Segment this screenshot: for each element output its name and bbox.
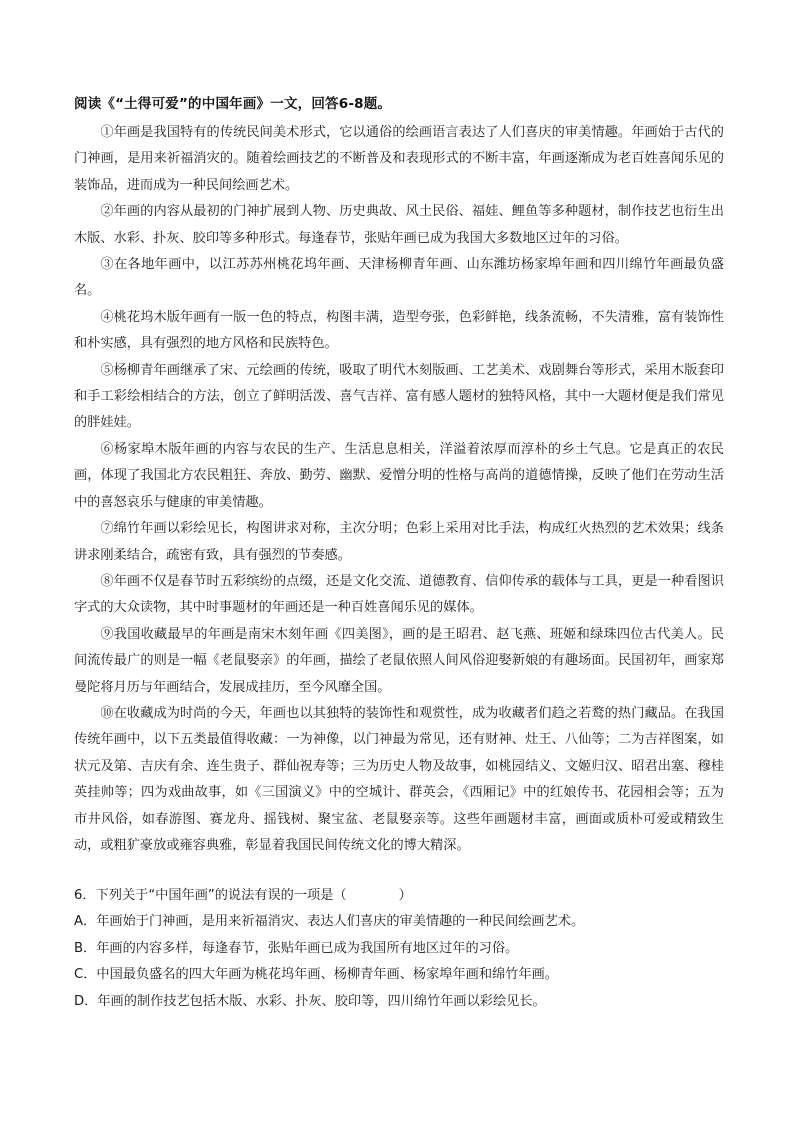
reading-heading: 阅读《“土得可爱”的中国年画》一文，回答6-8题。	[74, 96, 392, 112]
paragraph-7: ⑦绵竹年画以彩绘见长，构图讲求对称，主次分明；色彩上采用对比手法，构成红火热烈的艺术效果；线条讲求刚柔结合，疏密有致，具有强烈的节奏感。	[74, 521, 724, 563]
option-d[interactable]: D．年画的制作技艺包括木版、水彩、扑灰、胶印等，四川绵竹年画以彩绘见长。	[74, 993, 546, 1009]
option-b[interactable]: B．年画的内容多样，每逢春节，张贴年画已成为我国所有地区过年的习俗。	[74, 940, 519, 956]
paragraph-9: ⑨我国收藏最早的年画是南宋木刻年画《四美图》，画的是王昭君、赵飞燕、班姬和绿珠四位古代美人。民间流传最广的则是一幅《老鼠娶亲》的年画，描绘了老鼠依照人间风俗迎娶新娘的有趣场面。民国初年，画家郑曼陀将月历与年画结合，发展成挂历，至今风靡全国。	[74, 626, 724, 695]
option-a[interactable]: A．年画始于门神画，是用来祈福消灾、表达人们喜庆的审美情趣的一种民间绘画艺术。	[74, 914, 585, 930]
question-stem-close: ）	[398, 888, 412, 903]
question-stem-text: 6．下列关于“中国年画”的说法有误的一项是（	[74, 888, 347, 903]
paragraph-5: ⑤杨柳青年画继承了宋、元绘画的传统，吸取了明代木刻版画、工艺美术、戏剧舞台等形式，采用木版套印和手工彩绘相结合的方法，创立了鲜明活泼、喜气吉祥、富有感人题材的独特风格，其中一大题材便是我们常见的胖娃娃。	[74, 362, 724, 431]
paragraph-6: ⑥杨家埠木版年画的内容与农民的生产、生活息息相关，洋溢着浓厚而淳朴的乡土气息。它是真正的农民画，体现了我国北方农民粗狂、奔放、勤劳、幽默、爱憎分明的性格与高尚的道德情操，反映了他们在劳动生活中的喜怒哀乐与健康的审美情趣。	[74, 441, 724, 510]
paragraph-4: ④桃花坞木版年画有一版一色的特点，构图丰满，造型夸张，色彩鲜艳，线条流畅，不失清雅，富有装饰性和朴实感，具有强烈的地方风格和民族特色。	[74, 309, 724, 352]
question-6	[74, 883, 734, 1015]
paragraph-10: ⑩在收藏成为时尚的今天，年画也以其独特的装饰性和观赏性，成为收藏者们趋之若鹜的热门藏品。在我国传统年画中，以下五类最值得收藏：一为神像，以门神最为常见，还有财神、灶王、八仙等；二为吉祥图案，如状元及第、吉庆有余、连生贵子、群仙祝寿等；三为历史人物及故事，如桃园结义、文姬归汉、昭君出塞、穆桂英挂帅等；四为戏曲故事，如《三国演义》中的空城计、群英会，《西厢记》中的红娘传书、花园相会等；五为市井风俗，如春游图、赛龙舟、摇钱树、聚宝盆、老鼠娶亲等。这些年画题材丰富，画面或质朴可爱或精致生动，或粗犷豪放或雍容典雅，彰显着我国民间传统文化的博大精深。	[74, 705, 724, 853]
paragraph-1: ①年画是我国特有的传统民间美术形式，它以通俗的绘画语言表达了人们喜庆的审美情趣。年画始于古代的门神画，是用来祈福消灾的。随着绘画技艺的不断普及和表现形式的不断丰富，年画逐渐成为老百姓喜闻乐见的装饰品，进而成为一种民间绘画艺术。	[74, 125, 724, 193]
question-stem	[74, 883, 734, 909]
paragraph-2: ②年画的内容从最初的门神扩展到人物、历史典故、风土民俗、福娃、鲤鱼等多种题材，制作技艺也衍生出木版、水彩、扑灰、胶印等多种形式。每逢春节，张贴年画已成为我国大多数地区过年的习俗。	[74, 204, 724, 246]
option-c[interactable]: C．中国最负盛名的四大年画为桃花坞年画、杨柳青年画、杨家埠年画和绵竹年画。	[74, 967, 558, 983]
paragraph-8: ⑧年画不仅是春节时五彩缤纷的点缀，还是文化交流、道德教育、信仰传承的载体与工具，更是一种看图识字式的大众读物，其中时事题材的年画还是一种百姓喜闻乐见的媒体。	[74, 573, 724, 616]
passage	[74, 120, 724, 859]
paragraph-3: ③在各地年画中，以江苏苏州桃花坞年画、天津杨柳青年画、山东潍坊杨家埠年画和四川绵竹年画最负盛名。	[74, 257, 724, 299]
